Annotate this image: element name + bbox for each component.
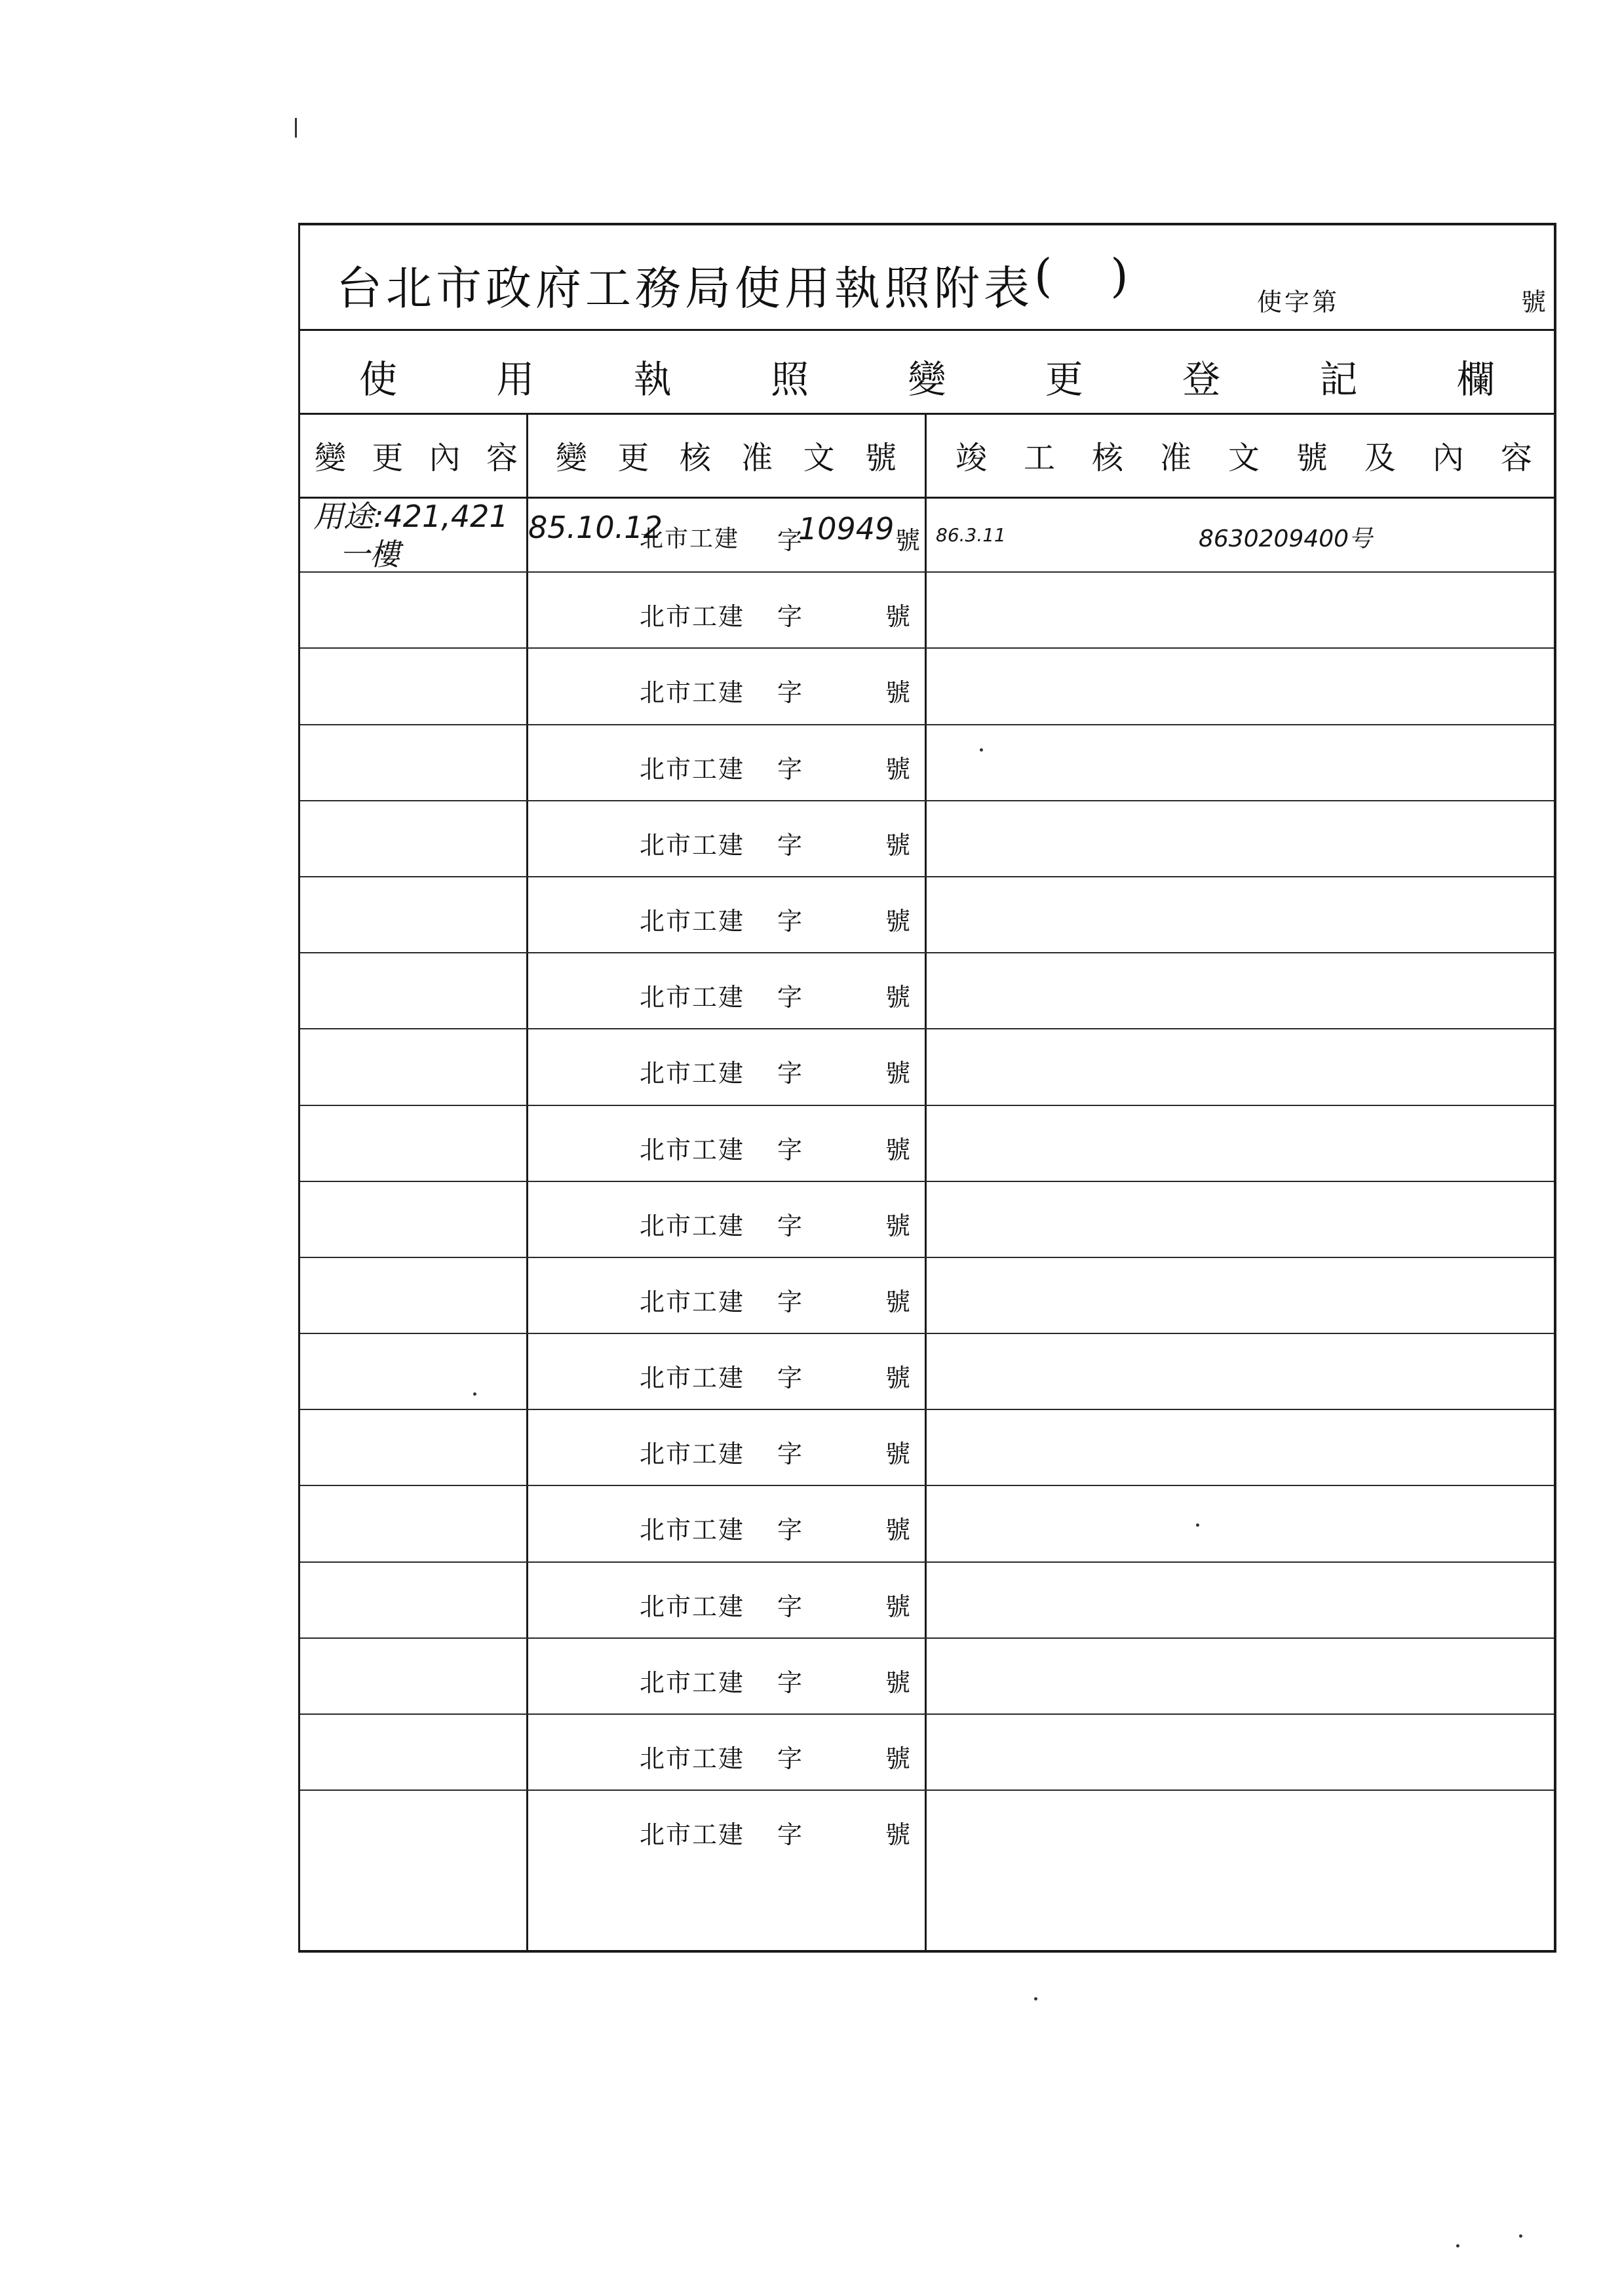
row-prefix: 北市工建 xyxy=(640,1364,745,1393)
completion-cell xyxy=(927,649,1554,723)
row-hao: 號 xyxy=(885,983,911,1012)
approval-number-cell xyxy=(528,1182,925,1257)
row-prefix: 北市工建 xyxy=(640,1668,745,1697)
handwritten-completion-date: 86.3.11 xyxy=(936,524,1006,546)
table-row xyxy=(300,1334,1554,1410)
row-prefix: 北市工建 xyxy=(640,1440,745,1469)
approval-number-cell xyxy=(528,801,925,876)
completion-cell xyxy=(927,1258,1554,1333)
row-zi: 字 xyxy=(777,1820,803,1850)
table-row xyxy=(300,1410,1554,1486)
header-char: 變 xyxy=(315,439,347,476)
row-prefix: 北市工建 xyxy=(640,1211,745,1240)
completion-cell xyxy=(927,1029,1554,1104)
change-content-cell xyxy=(300,497,526,571)
scan-mark xyxy=(473,1392,476,1396)
row-hao: 號 xyxy=(895,526,921,555)
row-hao: 號 xyxy=(885,1364,911,1393)
approval-number-cell xyxy=(528,1029,925,1104)
change-content-cell xyxy=(300,1486,526,1561)
section-header-char: 記 xyxy=(1319,357,1358,402)
row-hao: 號 xyxy=(885,1135,911,1164)
row-zi: 字 xyxy=(777,754,803,784)
row-prefix: 北市工建 xyxy=(640,526,740,552)
section-header-char: 變 xyxy=(908,357,946,402)
row-zi: 字 xyxy=(777,1592,803,1621)
header-char: 准 xyxy=(1159,439,1191,476)
permit-number-suffix: 號 xyxy=(1520,288,1546,316)
approval-number-cell xyxy=(528,1486,925,1561)
completion-cell xyxy=(927,725,1554,800)
header-char: 內 xyxy=(429,439,461,476)
row-hao: 號 xyxy=(885,1059,911,1088)
row-hao: 號 xyxy=(885,1440,911,1469)
row-zi: 字 xyxy=(777,678,803,708)
approval-number-cell xyxy=(528,1639,925,1713)
header-char: 內 xyxy=(1432,439,1464,476)
table-row xyxy=(300,1106,1554,1182)
row-prefix: 北市工建 xyxy=(640,1592,745,1621)
table-row xyxy=(300,1715,1554,1791)
section-header-char: 登 xyxy=(1182,357,1221,402)
scan-mark xyxy=(1196,1523,1199,1527)
row-prefix: 北市工建 xyxy=(640,1287,745,1316)
row-hao: 號 xyxy=(885,1668,911,1697)
change-content-cell xyxy=(300,877,526,952)
row-zi: 字 xyxy=(777,1440,803,1469)
row-hao: 號 xyxy=(885,1211,911,1240)
change-content-cell xyxy=(300,953,526,1028)
table-row xyxy=(300,1258,1554,1334)
change-content-cell xyxy=(300,801,526,876)
row-zi: 字 xyxy=(777,1516,803,1545)
approval-number-cell xyxy=(528,573,925,647)
row-hao: 號 xyxy=(885,830,911,860)
row-zi: 字 xyxy=(777,1059,803,1088)
completion-cell xyxy=(927,953,1554,1028)
row-hao: 號 xyxy=(885,1744,911,1773)
approval-number-cell xyxy=(528,1106,925,1181)
change-content-cell xyxy=(300,1258,526,1333)
completion-cell xyxy=(927,1410,1554,1485)
change-content-cell xyxy=(300,1410,526,1485)
approval-number-cell xyxy=(528,1410,925,1485)
scan-mark xyxy=(1034,1997,1037,2000)
change-content-cell xyxy=(300,573,526,647)
section-header-char: 執 xyxy=(633,357,672,402)
approval-number-cell xyxy=(528,497,925,571)
row-prefix: 北市工建 xyxy=(640,1744,745,1773)
approval-number-cell xyxy=(528,953,925,1028)
row-prefix: 北市工建 xyxy=(640,1820,745,1850)
header-char: 變 xyxy=(556,439,588,476)
row-hao: 號 xyxy=(885,1516,911,1545)
column-headers xyxy=(300,413,1554,499)
scan-mark xyxy=(1519,2234,1522,2238)
column-header-change-approval-number xyxy=(556,413,897,497)
column-header-change-content xyxy=(315,413,518,497)
change-content-cell xyxy=(300,725,526,800)
form-title: 台北市政府工務局使用執照附表 xyxy=(336,261,1033,315)
section-header-text xyxy=(359,349,1495,404)
header-char: 容 xyxy=(486,439,518,476)
table-row xyxy=(300,573,1554,649)
section-header-char: 使 xyxy=(359,357,398,402)
completion-cell xyxy=(927,1182,1554,1257)
table-row xyxy=(300,1563,1554,1639)
title-parenthesis: ( ) xyxy=(1034,249,1128,303)
section-header xyxy=(300,329,1554,415)
header-char: 准 xyxy=(741,439,773,476)
approval-number-cell xyxy=(528,1791,925,1867)
use-permit-annex-form xyxy=(298,223,1556,1953)
change-content-cell xyxy=(300,1106,526,1181)
row-prefix: 北市工建 xyxy=(640,906,745,936)
row-hao: 號 xyxy=(885,678,911,708)
completion-cell xyxy=(927,497,1554,571)
change-content-cell xyxy=(300,1029,526,1104)
table-row xyxy=(300,1182,1554,1258)
completion-cell xyxy=(927,1563,1554,1637)
row-hao: 號 xyxy=(885,754,911,784)
handwritten-approval-date: 85.10.12 xyxy=(528,510,663,545)
row-prefix: 北市工建 xyxy=(640,1516,745,1545)
entry-rows xyxy=(300,497,1554,1867)
approval-number-cell xyxy=(528,1715,925,1789)
completion-cell xyxy=(927,877,1554,952)
row-zi: 字 xyxy=(777,526,803,555)
row-hao: 號 xyxy=(885,1592,911,1621)
column-header-completion-approval xyxy=(955,413,1532,497)
title-row xyxy=(300,225,1554,331)
completion-cell xyxy=(927,1106,1554,1181)
completion-cell xyxy=(927,1715,1554,1789)
row-zi: 字 xyxy=(777,1287,803,1316)
table-row xyxy=(300,497,1554,573)
approval-number-cell xyxy=(528,1258,925,1333)
table-row xyxy=(300,1639,1554,1715)
row-zi: 字 xyxy=(777,983,803,1012)
row-hao: 號 xyxy=(885,602,911,632)
row-zi: 字 xyxy=(777,602,803,632)
completion-cell xyxy=(927,1334,1554,1409)
table-row xyxy=(300,1486,1554,1562)
change-content-cell xyxy=(300,1715,526,1789)
header-char: 容 xyxy=(1500,439,1532,476)
table-row xyxy=(300,1029,1554,1105)
change-content-cell xyxy=(300,1563,526,1637)
header-char: 號 xyxy=(1296,439,1328,476)
row-zi: 字 xyxy=(777,1668,803,1697)
row-hao: 號 xyxy=(885,906,911,936)
row-prefix: 北市工建 xyxy=(640,1135,745,1164)
row-hao: 號 xyxy=(885,1287,911,1316)
change-content-cell xyxy=(300,1791,526,1867)
section-header-char: 欄 xyxy=(1456,357,1495,402)
header-char: 文 xyxy=(1227,439,1260,476)
row-hao: 號 xyxy=(885,1820,911,1850)
row-zi: 字 xyxy=(777,1135,803,1164)
handwritten-approval-number: 10949 xyxy=(798,511,895,546)
completion-cell xyxy=(927,1486,1554,1561)
handwritten-completion-number: 8630209400号 xyxy=(1199,526,1373,552)
header-char: 號 xyxy=(864,439,897,476)
row-prefix: 北市工建 xyxy=(640,754,745,784)
scan-mark xyxy=(295,118,297,138)
change-content-cell xyxy=(300,1182,526,1257)
section-header-char: 更 xyxy=(1045,357,1083,402)
table-row xyxy=(300,877,1554,953)
handwritten-change-line2: 一樓 xyxy=(339,537,400,572)
row-prefix: 北市工建 xyxy=(640,602,745,632)
change-content-cell xyxy=(300,1639,526,1713)
header-char: 核 xyxy=(1091,439,1123,476)
change-content-cell xyxy=(300,1334,526,1409)
header-char: 竣 xyxy=(955,439,988,476)
permit-number-prefix: 使字第 xyxy=(1257,288,1340,316)
row-zi: 字 xyxy=(777,906,803,936)
table-row xyxy=(300,1791,1554,1867)
table-row xyxy=(300,725,1554,801)
scan-mark xyxy=(980,748,983,752)
header-char: 更 xyxy=(617,439,649,476)
row-prefix: 北市工建 xyxy=(640,830,745,860)
row-zi: 字 xyxy=(777,830,803,860)
header-char: 核 xyxy=(679,439,711,476)
handwritten-change-line1: 用途:421,421 xyxy=(313,499,509,534)
row-prefix: 北市工建 xyxy=(640,983,745,1012)
completion-cell xyxy=(927,573,1554,647)
approval-number-cell xyxy=(528,1563,925,1637)
approval-number-cell xyxy=(528,649,925,723)
row-zi: 字 xyxy=(777,1744,803,1773)
change-content-cell xyxy=(300,649,526,723)
header-char: 工 xyxy=(1023,439,1055,476)
table-row xyxy=(300,649,1554,725)
completion-cell xyxy=(927,1639,1554,1713)
table-row xyxy=(300,953,1554,1029)
approval-number-cell xyxy=(528,1334,925,1409)
row-prefix: 北市工建 xyxy=(640,1059,745,1088)
scan-mark xyxy=(1456,2244,1459,2248)
row-prefix: 北市工建 xyxy=(640,678,745,708)
section-header-char: 照 xyxy=(771,357,809,402)
completion-cell xyxy=(927,801,1554,876)
header-char: 文 xyxy=(803,439,835,476)
header-char: 更 xyxy=(372,439,404,476)
row-zi: 字 xyxy=(777,1211,803,1240)
completion-cell xyxy=(927,1791,1554,1867)
approval-number-cell xyxy=(528,877,925,952)
header-char: 及 xyxy=(1364,439,1396,476)
table-row xyxy=(300,801,1554,877)
section-header-char: 用 xyxy=(496,357,535,402)
approval-number-cell xyxy=(528,725,925,800)
row-zi: 字 xyxy=(777,1364,803,1393)
